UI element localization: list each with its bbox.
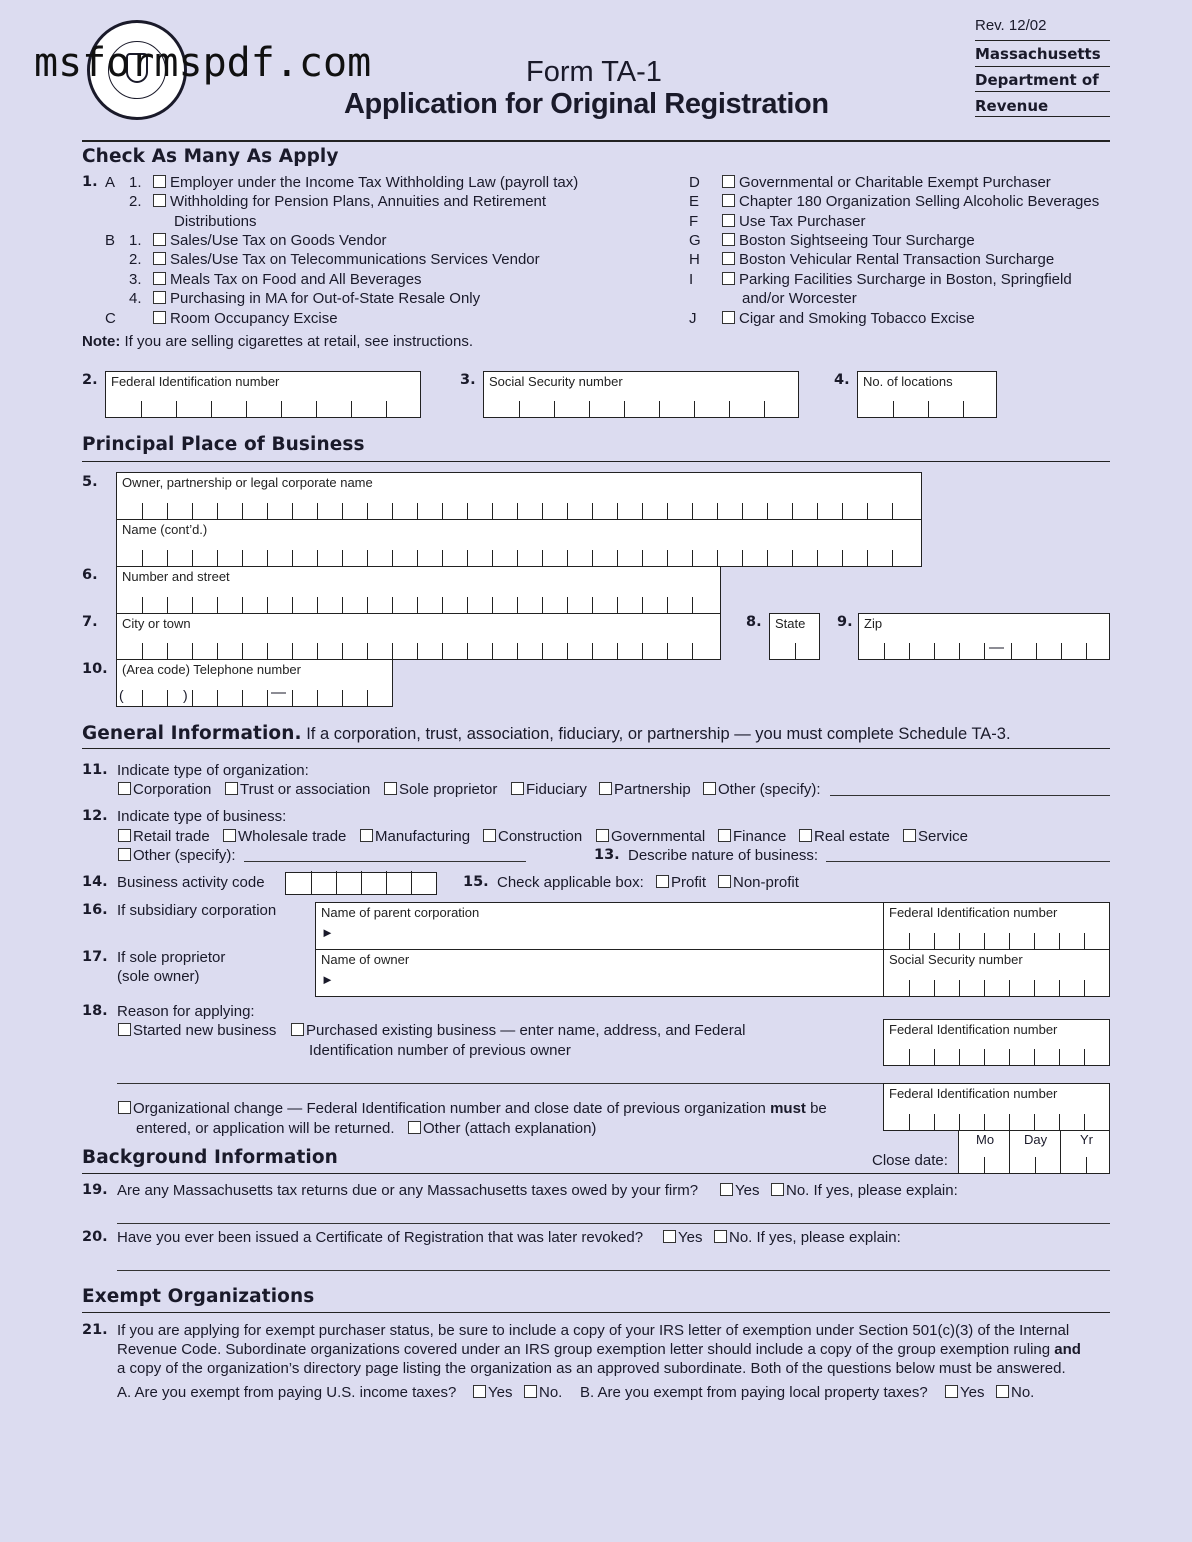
q19-yes-checkbox[interactable]: Yes	[720, 1182, 759, 1199]
business-activity-code-field[interactable]	[285, 872, 437, 895]
biz-type-wholesale[interactable]: Wholesale trade	[223, 828, 346, 845]
biz-type-manufacturing[interactable]: Manufacturing	[360, 828, 470, 845]
watermark: msformspdf.com	[34, 40, 372, 86]
owner-name-field[interactable]: Owner, partnership or legal corporate name	[116, 472, 922, 520]
dept-line-3: Revenue	[975, 97, 1049, 115]
biz-type-other[interactable]: Other (specify):	[118, 847, 236, 864]
q20-yes-checkbox[interactable]: Yes	[663, 1229, 702, 1246]
section-principal-title: Principal Place of Business	[82, 434, 365, 455]
org-type-sole-proprietor[interactable]: Sole proprietor	[384, 781, 497, 798]
exempt-b-no-checkbox[interactable]: No.	[996, 1384, 1034, 1401]
q20-no-checkbox[interactable]: No. If yes, please explain:	[714, 1229, 901, 1246]
state-field[interactable]: State	[769, 613, 820, 660]
section-background-title: Background Information	[82, 1147, 338, 1168]
org-type-corporation[interactable]: Corporation	[118, 781, 211, 798]
form-subtitle: Application for Original Registration	[344, 88, 829, 120]
profit-checkbox[interactable]: Profit	[656, 874, 706, 891]
note: Note: If you are selling cigarettes at retail, see instructions.	[82, 333, 473, 350]
org-type-trust[interactable]: Trust or association	[225, 781, 370, 798]
telephone-field[interactable]: (Area code) Telephone number ( ) —	[116, 659, 393, 707]
parent-fid-field[interactable]: Federal Identification number	[883, 902, 1110, 950]
nonprofit-checkbox[interactable]: Non-profit	[718, 874, 799, 891]
organizational-change-checkbox[interactable]: Organizational change — Federal Identification number and close date of previous organization must be	[118, 1100, 827, 1117]
section-general-title: General Information. If a corporation, trust, association, fiduciary, or partnership — you must complete Schedule TA-3.	[82, 723, 1011, 744]
city-field[interactable]: City or town	[116, 613, 721, 660]
biz-type-service[interactable]: Service	[903, 828, 968, 845]
revision-date: Rev. 12/02	[975, 17, 1047, 34]
org-type-partnership[interactable]: Partnership	[599, 781, 691, 798]
biz-type-governmental[interactable]: Governmental	[596, 828, 705, 845]
section-check-title: Check As Many As Apply	[82, 146, 339, 167]
parent-corp-name-field[interactable]: Name of parent corporation ►	[315, 902, 884, 950]
checkbox-1d[interactable]: Governmental or Charitable Exempt Purchaser	[722, 174, 1051, 191]
q19-no-checkbox[interactable]: No. If yes, please explain:	[771, 1182, 958, 1199]
checkbox-1b4[interactable]: Purchasing in MA for Out-of-State Resale Only	[153, 290, 480, 307]
biz-type-finance[interactable]: Finance	[718, 828, 786, 845]
previous-org-fid-field[interactable]: Federal Identification number	[883, 1083, 1110, 1131]
other-attach-checkbox[interactable]: Other (attach explanation)	[408, 1120, 596, 1137]
org-type-other[interactable]: Other (specify):	[703, 781, 821, 798]
owner-ssn-field[interactable]: Social Security number	[883, 949, 1110, 997]
federal-id-field[interactable]: Federal Identification number	[105, 371, 421, 418]
exempt-a-no-checkbox[interactable]: No.	[524, 1384, 562, 1401]
name-contd-field[interactable]: Name (cont’d.)	[116, 519, 922, 567]
biz-type-retail[interactable]: Retail trade	[118, 828, 210, 845]
exempt-a-yes-checkbox[interactable]: Yes	[473, 1384, 512, 1401]
checkbox-1f[interactable]: Use Tax Purchaser	[722, 213, 865, 230]
checkbox-1a2[interactable]: Withholding for Pension Plans, Annuities and Retirement	[153, 193, 546, 210]
previous-owner-fid-field[interactable]: Federal Identification number	[883, 1019, 1110, 1066]
checkbox-1b3[interactable]: Meals Tax on Food and All Beverages	[153, 271, 422, 288]
biz-type-real-estate[interactable]: Real estate	[799, 828, 890, 845]
checkbox-1a1[interactable]: Employer under the Income Tax Withholding Law (payroll tax)	[153, 174, 578, 191]
biz-type-construction[interactable]: Construction	[483, 828, 582, 845]
exempt-b-yes-checkbox[interactable]: Yes	[945, 1384, 984, 1401]
checkbox-1b2[interactable]: Sales/Use Tax on Telecommunications Services Vendor	[153, 251, 540, 268]
owner-name-field-17[interactable]: Name of owner ►	[315, 949, 884, 997]
checkbox-1b1[interactable]: Sales/Use Tax on Goods Vendor	[153, 232, 387, 249]
section-exempt-title: Exempt Organizations	[82, 1286, 315, 1307]
dept-line-2: Department of	[975, 71, 1099, 89]
ssn-field[interactable]: Social Security number	[483, 371, 799, 418]
checkbox-1h[interactable]: Boston Vehicular Rental Transaction Surcharge	[722, 251, 1054, 268]
started-new-business-checkbox[interactable]: Started new business	[118, 1022, 276, 1039]
checkbox-1i[interactable]: Parking Facilities Surcharge in Boston, Springfield	[722, 271, 1072, 288]
checkbox-1j[interactable]: Cigar and Smoking Tobacco Excise	[722, 310, 975, 327]
close-date-field[interactable]: Mo Day Yr	[958, 1130, 1110, 1174]
org-type-fiduciary[interactable]: Fiduciary	[511, 781, 587, 798]
form-title: Form TA-1	[526, 56, 662, 88]
zip-field[interactable]: Zip —	[858, 613, 1110, 660]
locations-field[interactable]: No. of locations	[857, 371, 997, 418]
dept-line-1: Massachusetts	[975, 45, 1101, 63]
checkbox-1e[interactable]: Chapter 180 Organization Selling Alcoholic Beverages	[722, 193, 1099, 210]
checkbox-1c[interactable]: Room Occupancy Excise	[153, 310, 338, 327]
purchased-existing-business-checkbox[interactable]: Purchased existing business — enter name, address, and Federal	[291, 1022, 745, 1039]
checkbox-1g[interactable]: Boston Sightseeing Tour Surcharge	[722, 232, 975, 249]
street-field[interactable]: Number and street	[116, 566, 721, 614]
